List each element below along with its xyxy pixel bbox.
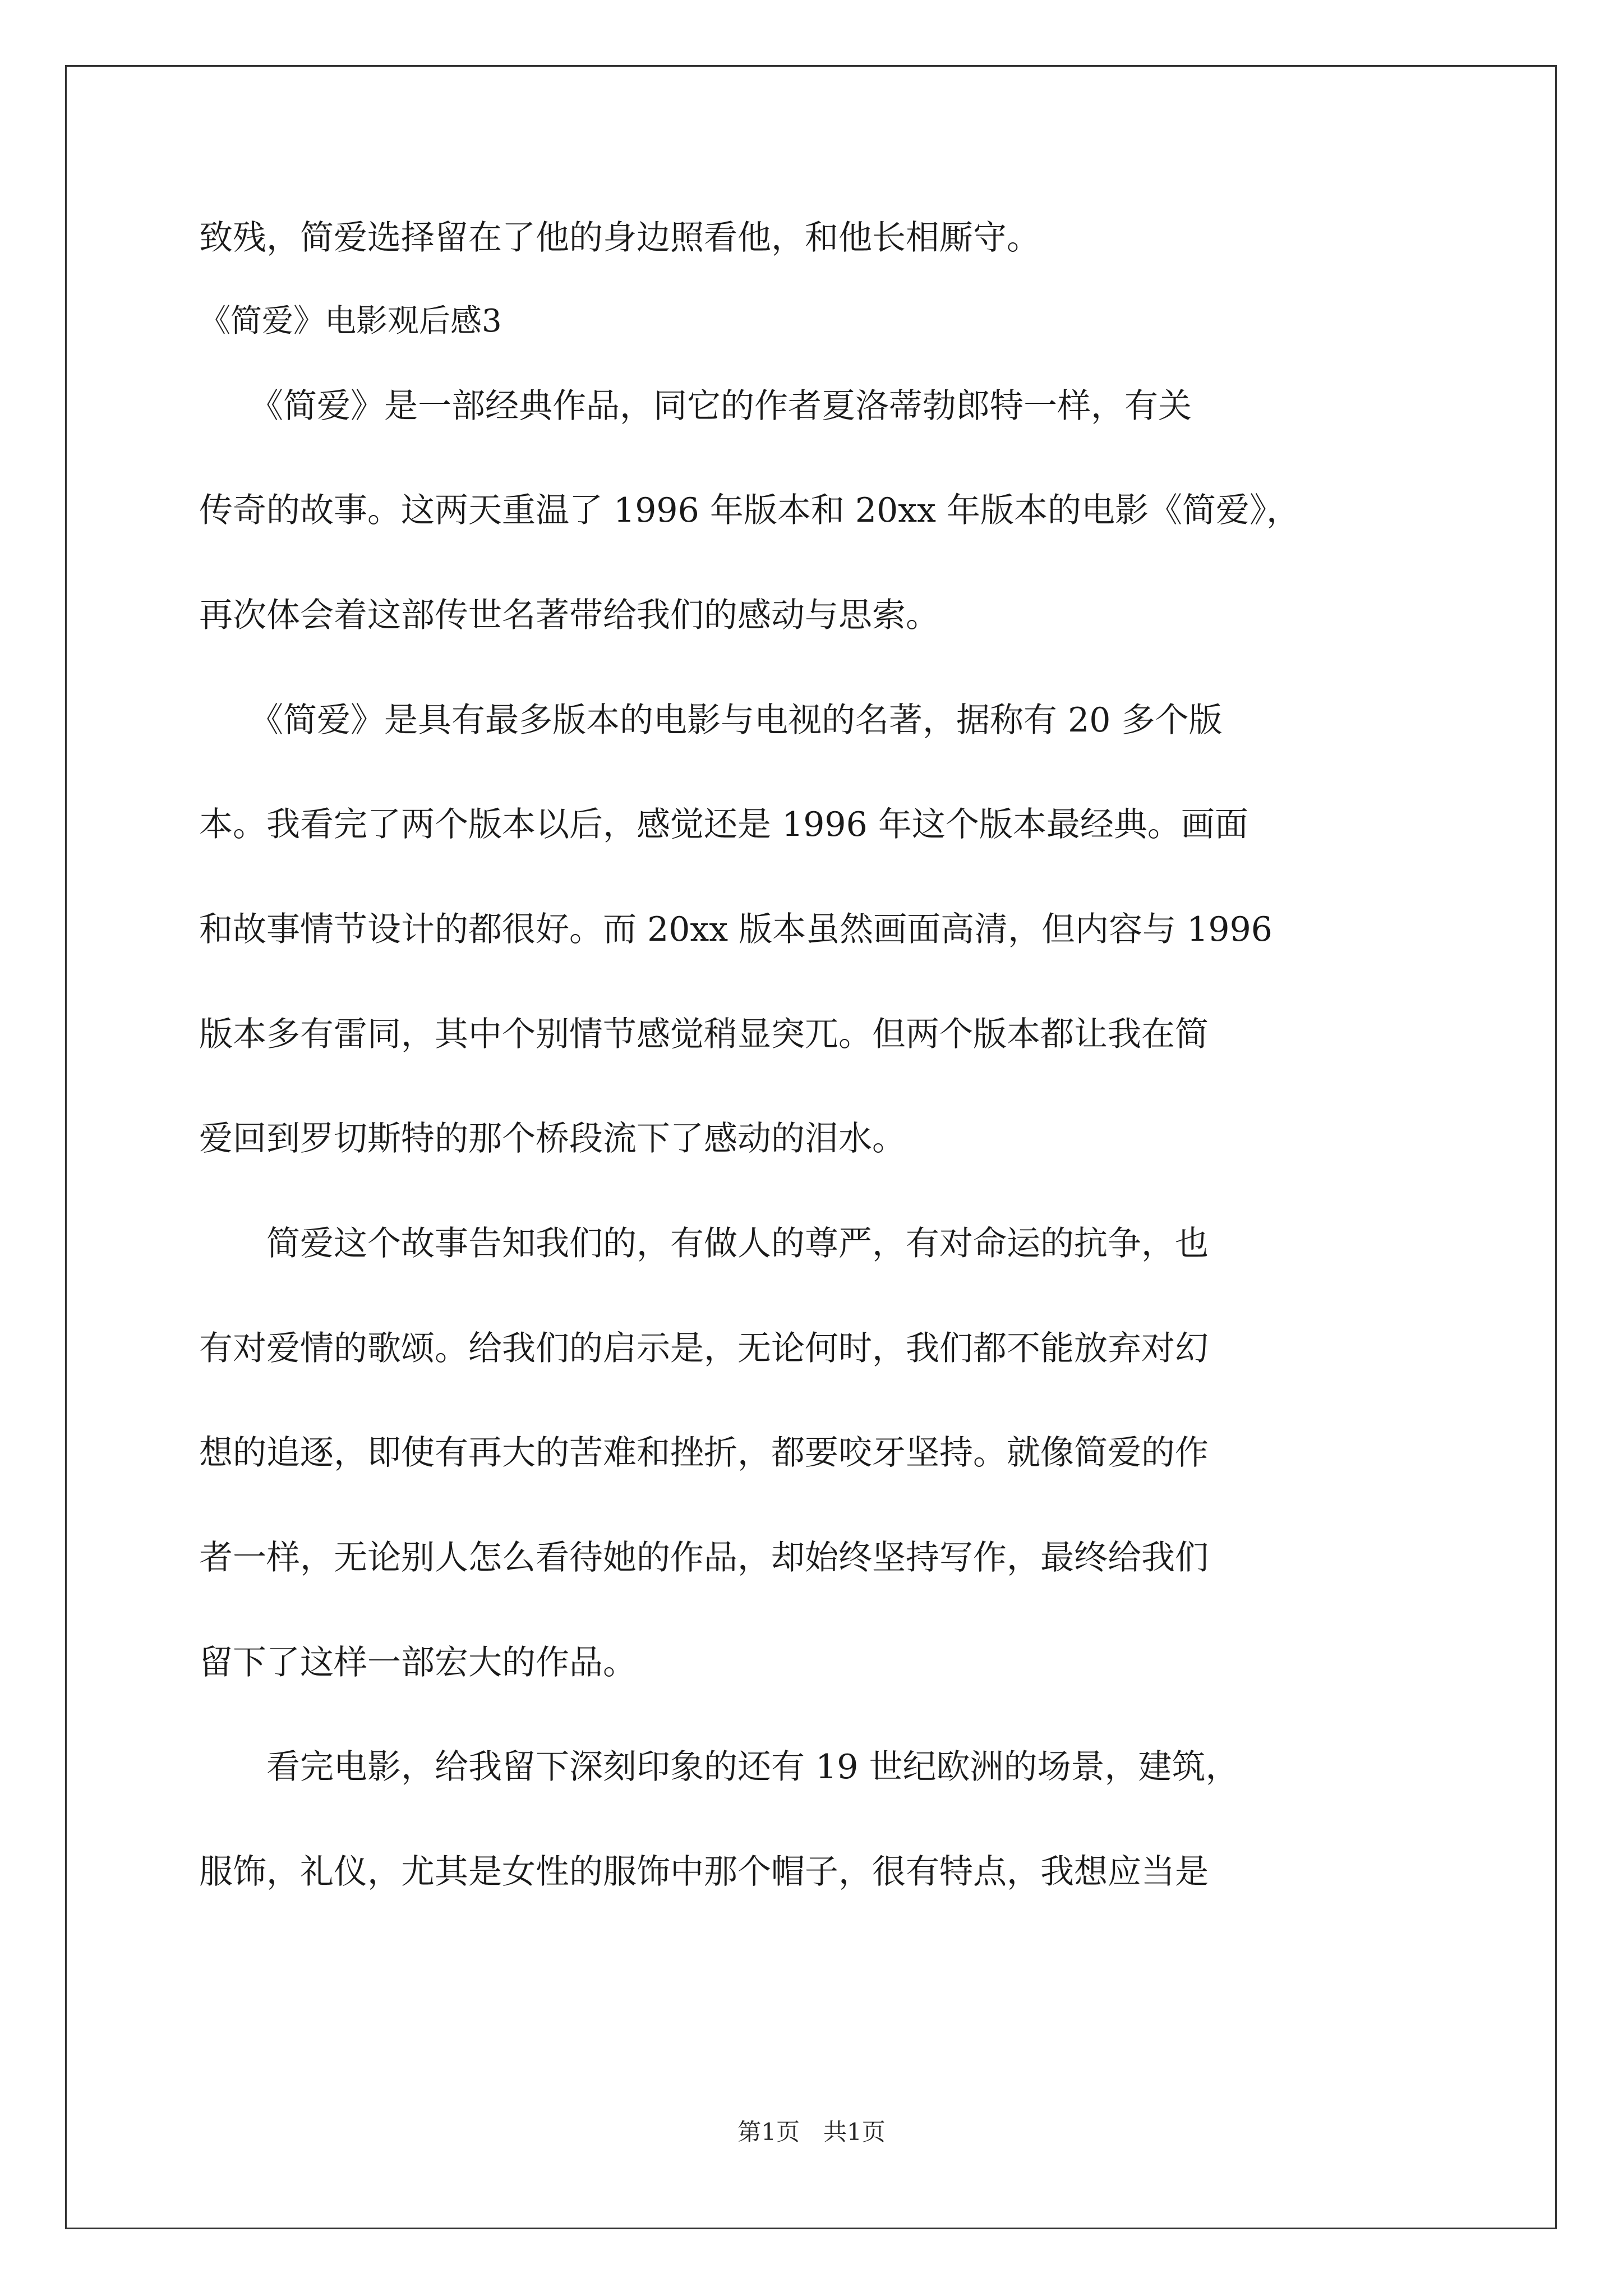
body-line: 简爱这个故事告知我们的，有做人的尊严，有对命运的抗争，也 — [199, 1224, 1209, 1263]
body-line: 本。我看完了两个版本以后，感觉还是 1996 年这个版本最经典。画面 — [199, 805, 1248, 844]
body-line: 《简爱》是一部经典作品，同它的作者夏洛蒂勃郎特一样，有关 — [199, 386, 1192, 426]
body-line: 看完电影，给我留下深刻印象的还有 19 世纪欧洲的场景，建筑， — [199, 1747, 1239, 1787]
body-line: 爱回到罗切斯特的那个桥段流下了感动的泪水。 — [199, 1119, 906, 1158]
section-heading: 《简爱》电影观后感3 — [199, 303, 502, 339]
body-line: 想的追逐，即使有再大的苦难和挫折，都要咬牙坚持。就像简爱的作 — [199, 1433, 1209, 1473]
body-line: 再次体会着这部传世名著带给我们的感动与思索。 — [199, 596, 939, 635]
body-line: 有对爱情的歌颂。给我们的启示是，无论何时，我们都不能放弃对幻 — [199, 1329, 1209, 1368]
body-line: 者一样，无论别人怎么看待她的作品，却始终坚持写作，最终给我们 — [199, 1538, 1209, 1577]
body-line: 和故事情节设计的都很好。而 20xx 版本虽然画面高清，但内容与 1996 — [199, 910, 1272, 949]
page-number: 第1页 共1页 — [737, 2118, 886, 2146]
body-line: 留下了这样一部宏大的作品。 — [199, 1643, 637, 1682]
body-line: 版本多有雷同，其中个别情节感觉稍显突兀。但两个版本都让我在简 — [199, 1015, 1209, 1054]
body-line: 《简爱》是具有最多版本的电影与电视的名著，据称有 20 多个版 — [199, 701, 1223, 740]
body-line: 服饰，礼仪，尤其是女性的服饰中那个帽子，很有特点，我想应当是 — [199, 1852, 1209, 1892]
body-line: 传奇的故事。这两天重温了 1996 年版本和 20xx 年版本的电影《简爱》， — [199, 491, 1301, 530]
body-line: 致残，简爱选择留在了他的身边照看他，和他长相厮守。 — [199, 218, 1040, 257]
